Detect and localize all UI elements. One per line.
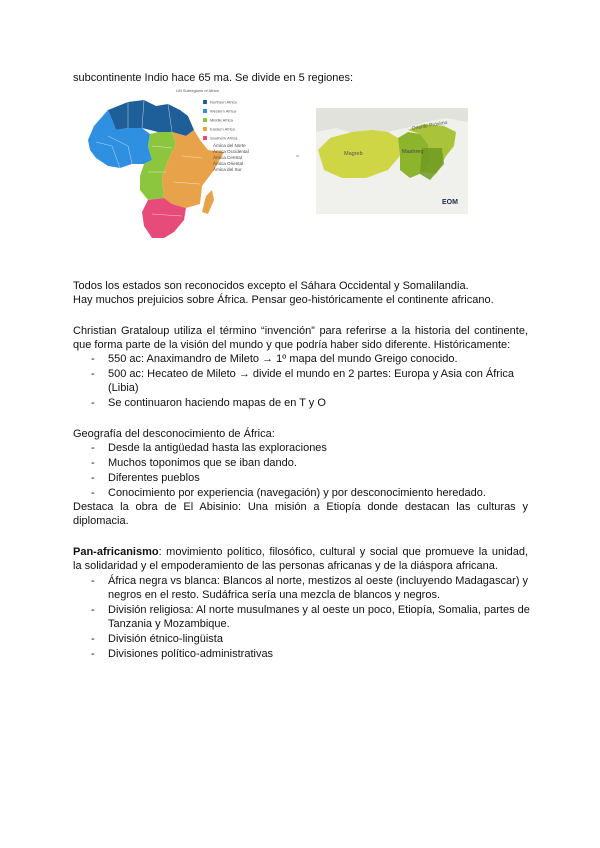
history-list bbox=[73, 352, 533, 411]
intro-line: subcontinente Indio hace 65 ma. Se divide en 5 regiones: bbox=[73, 72, 354, 84]
list-item: - Diferentes pueblos bbox=[73, 471, 533, 485]
abisinio-line-1: Destaca la obra de El Abisinio: Una misión a Etiopía donde destacan las culturas y bbox=[73, 501, 528, 513]
madagascar-shape bbox=[202, 190, 214, 214]
region-label-east: Ámica Oriental bbox=[213, 161, 244, 166]
legend-swatch-western bbox=[203, 109, 207, 113]
africa-map-title: UN Subregions of Africa bbox=[176, 88, 219, 93]
region-label-west: Ámica Occidental bbox=[213, 149, 249, 154]
legend-label-northern: Northern Africa bbox=[210, 99, 237, 105]
list-item: - Desde la antigüedad hasta las exploraciones bbox=[73, 441, 533, 455]
label-mashreq: Mashreq bbox=[402, 149, 424, 155]
list-item: - División étnico-lingüista bbox=[73, 632, 533, 646]
list-item: - Divisiones político-administrativas bbox=[73, 647, 533, 661]
legend-label-southern: Southern Africa bbox=[210, 135, 238, 141]
list-item: - 550 ac: Anaximandro de Mileto → 1º mapa del mundo Greigo conocido. bbox=[73, 352, 533, 366]
grataloup-line-1: Christian Grataloup utiliza el término “invención” para referirse a la historia del continente, bbox=[73, 325, 528, 337]
list-item: - África negra vs blanca: Blancos al norte, mestizos al oeste (incluyendo Madagascar) y negros en el resto. Sudáfrica sería una mezcla de blancos y negros. bbox=[73, 574, 533, 602]
list-item: - Muchos toponimos que se iban dando. bbox=[73, 456, 533, 470]
legend-swatch-eastern bbox=[203, 127, 207, 131]
region-label-south: Ámica del Sur bbox=[213, 167, 242, 172]
panafricanism-definition: : movimiento político, filosófico, cultural y social que promueve la unidad, bbox=[158, 546, 528, 558]
region-label-central: Ámica Central bbox=[213, 155, 242, 160]
geo-list bbox=[73, 441, 533, 501]
list-item: - División religiosa: Al norte musulmanes y al oeste un poco, Etiopía, Somalia, partes de Tanzania y Mozambique. bbox=[73, 603, 533, 631]
maghreb-mashreq-map bbox=[296, 108, 470, 214]
region-label-north: Ámica del Norte bbox=[213, 143, 246, 148]
panafricanism-term: Pan-africanismo bbox=[73, 546, 159, 558]
label-magreb: Magreb bbox=[344, 151, 363, 157]
eom-logo: EOM bbox=[442, 199, 458, 206]
division-list bbox=[73, 574, 533, 662]
list-item: - 500 ac: Hecateo de Mileto → divide el mundo en 2 partes: Europa y Asia con África (Libia) bbox=[73, 367, 533, 395]
label-oriente-proximo: Oriente Próximo bbox=[411, 119, 448, 132]
prejudices-line: Hay muchos prejuicios sobre África. Pensar geo-históricamente el continente africano. bbox=[73, 294, 494, 306]
abisinio-line-2: diplomacia. bbox=[73, 515, 129, 527]
africa-subregions-map bbox=[82, 86, 274, 256]
legend-swatch-northern bbox=[203, 100, 207, 104]
list-item: - Se continuaron haciendo mapas de en T y O bbox=[73, 396, 533, 410]
geo-heading: Geografía del desconocimiento de África: bbox=[73, 428, 275, 440]
legend-label-western: Western Africa bbox=[210, 108, 236, 114]
panafricanism-line-2: la solidaridad y el empoderamiento de las personas africanas y de la diáspora africana. bbox=[73, 560, 498, 572]
legend-swatch-middle bbox=[203, 118, 207, 122]
list-item: - Conocimiento por experiencia (navegación) y por desconocimiento heredado. bbox=[73, 486, 533, 500]
grataloup-line-2: que forma parte de la visión del mundo y que podría haber sido diferente. Históricamente: bbox=[73, 339, 511, 351]
legend-swatch-southern bbox=[203, 136, 207, 140]
panafricanism-line-1 bbox=[73, 545, 528, 559]
legend-label-middle: Middle Africa bbox=[210, 117, 233, 123]
states-recognized-line: Todos los estados son reconocidos excepto el Sáhara Occidental y Somalilandia. bbox=[73, 280, 469, 292]
legend-label-eastern: Eastern Africa bbox=[210, 126, 235, 132]
